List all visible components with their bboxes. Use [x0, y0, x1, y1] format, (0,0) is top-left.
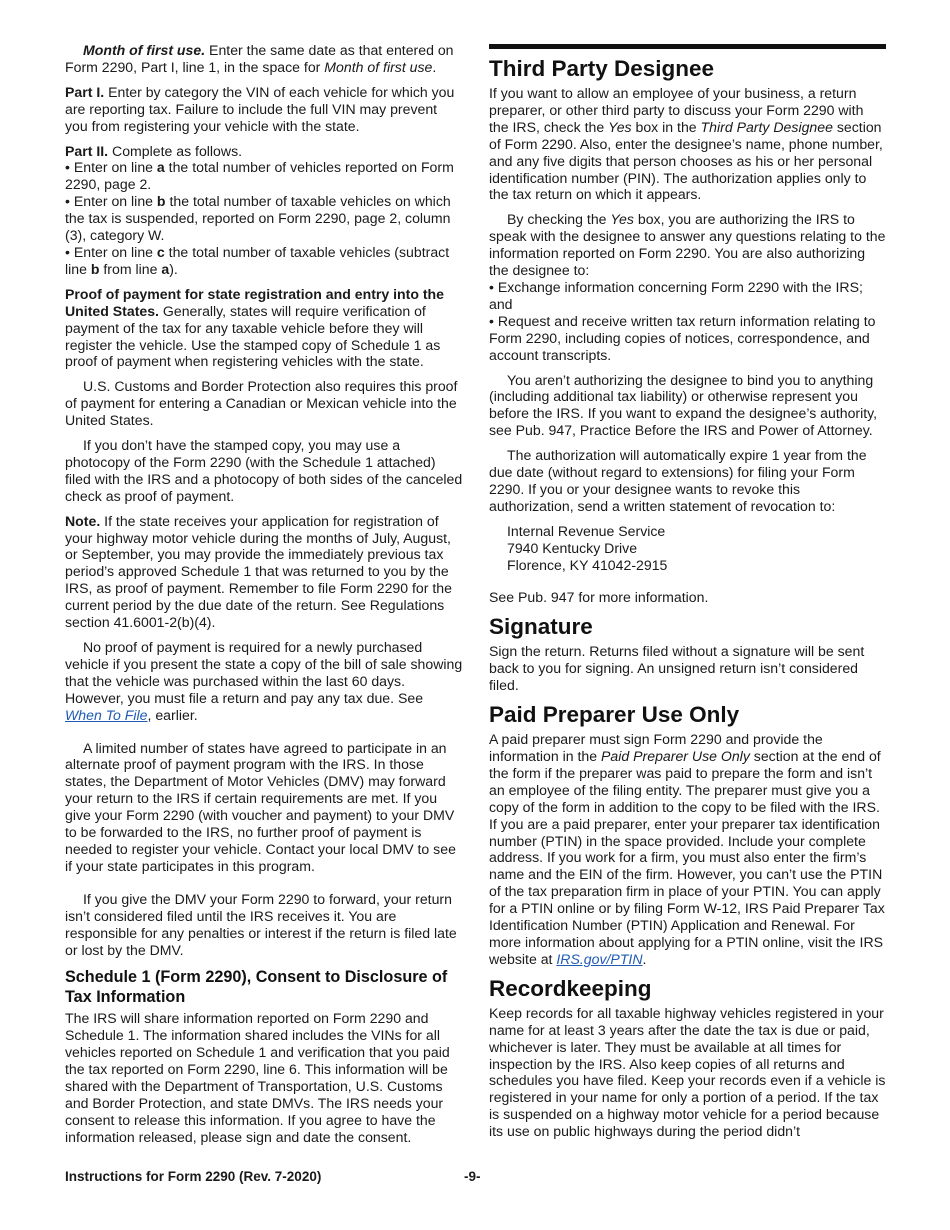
- part1-paragraph: Part I. Enter by category the VIN of each vehicle for which you are reporting tax. Failure to include the full VIN may prevent you from registering your vehicle with the state.: [65, 83, 455, 134]
- signature-paragraph: Sign the return. Returns filed without a signature will be sent back to you for signing. An unsigned return isn’t considered filed.: [489, 643, 865, 694]
- limited-states-paragraph: A limited number of states have agreed to participate in an alternate proof of payment program with the IRS. In those states, the Department of Motor Vehicles (DMV) may forward your return to the IRS if certain requirements are met. If you give your Form 2290 (with voucher and payment) to your DMV to be forwarded to the IRS, no further proof of payment is needed to register your vehicle. Contact your local DMV to see if your state participates in this program.: [65, 739, 456, 874]
- recordkeeping-heading: Recordkeeping: [489, 975, 652, 1001]
- paid-preparer-heading: Paid Preparer Use Only: [489, 702, 740, 728]
- tpd-paragraph-3: You aren’t authorizing the designee to bind you to anything (including additional tax liability) or otherwise represent you before the IRS. If you want to expand the designee’s authority, see Pub. 947, Practice Before the IRS and Power of Attorney.: [489, 371, 878, 439]
- no-proof-paragraph: No proof of payment is required for a newly purchased vehicle if you present the state a copy of the bill of sale showing that the vehicle was purchased within the last 60 days. However, you must file a return and pay any tax due. See When To File, earlier.: [65, 639, 463, 723]
- third-party-designee-heading: Third Party Designee: [489, 56, 715, 81]
- section-rule: [489, 44, 886, 49]
- right-column: [489, 42, 886, 1148]
- schedule1-heading: Schedule 1 (Form 2290), Consent to Disclosure of Tax Information: [65, 968, 448, 1006]
- tpd-paragraph-4: The authorization will automatically expire 1 year from the due date (without regard to extensions) for filing your Form 2290. If you or your designee wants to revoke this authorization, send a written statement of revocation to:: [489, 447, 867, 514]
- when-to-file-link[interactable]: When To File: [65, 706, 148, 723]
- schedule1-paragraph: The IRS will share information reported on Form 2290 and Schedule 1. The information shared includes the VINs for all vehicles reported on Schedule 1 and verification that you paid the tax reported on Form 2290, line 6. This information will be shared with the Department of Transportation, U.S. Customs and Border Protection, and state DMVs. The IRS needs your consent to release this information. If you agree to have the information released, please sign and date the consent.: [65, 1010, 450, 1145]
- customs-paragraph: U.S. Customs and Border Protection also requires this proof of payment for entering a Canadian or Mexican vehicle into the United States.: [65, 378, 458, 429]
- tpd-paragraph-2: By checking the Yes box, you are authorizing the IRS to speak with the designee to answer any questions relating to the information reported on Form 2290. You are also authorizing the designee to:: [489, 211, 886, 279]
- tpd-paragraph-1: If you want to allow an employee of your business, a return preparer, or other third party to discuss your Form 2290 with the IRS, check the Yes box in the Third Party Designee section of Form 2290. Also, enter the designee’s name, phone number, and any five digits that person chooses as his or her personal identification number (PIN). The authorization applies only to the tax return on which it appears.: [489, 85, 883, 203]
- tpd-bullet-1: • Exchange information concerning Form 2290 with the IRS; and: [489, 278, 863, 312]
- irs-address: Internal Revenue Service 7940 Kentucky Drive Florence, KY 41042-2915: [507, 522, 668, 573]
- left-column: [65, 42, 463, 1154]
- part2-bullet-c: • Enter on line c the total number of taxable vehicles (subtract line b from line a).: [65, 243, 450, 277]
- month-first-use-paragraph: Month of first use. Enter the same date as that entered on Form 2290, Part I, line 1, in the space for Month of first use.: [65, 42, 454, 75]
- tpd-bullet-2: • Request and receive written tax return information relating to Form 2290, including copies of notices, correspondence, and account transcripts.: [489, 312, 876, 363]
- part2-paragraph: Part II. Complete as follows.: [65, 142, 243, 159]
- part2-bullet-b: • Enter on line b the total number of taxable vehicles on which the tax is suspended, reported on Form 2290, page 2, column (3), category W.: [65, 193, 451, 244]
- irs-ptin-link[interactable]: IRS.gov/PTIN: [556, 950, 643, 967]
- photocopy-paragraph: If you don’t have the stamped copy, you may use a photocopy of the Form 2290 (with the Schedule 1 attached) filed with the IRS and a photocopy of both sides of the canceled check as proof of payment.: [65, 437, 463, 504]
- part2-bullet-a: • Enter on line a the total number of vehicles reported on Form 2290, page 2.: [65, 159, 454, 193]
- signature-heading: Signature: [489, 614, 593, 640]
- proof-of-payment-paragraph: Proof of payment for state registration and entry into the United States. Generally, states will require verification of payment of the tax for any taxable vehicle before they will register the vehicle. Use the stamped copy of Schedule 1 as proof of payment when registering vehicles with the state.: [65, 285, 445, 370]
- recordkeeping-paragraph: Keep records for all taxable highway vehicles registered in your name for at least 3 years after the date the tax is due or paid, whichever is later. They must be available at all times for inspection by the IRS. Also keep copies of all returns and schedules you have filed. Keep your records even if a vehicle is registered in your name for only a portion of a period. If the tax is suspended on a highway motor vehicle for a period because its use on public highways during the period didn’t: [489, 1004, 886, 1140]
- paid-preparer-paragraph: A paid preparer must sign Form 2290 and provide the information in the Paid Preparer Use Only section at the end of the form if the preparer was paid to prepare the form and isn’t an employee of the filing entity. The preparer must give you a copy of the form in addition to the copy to be filed with the IRS. If you are a paid preparer, enter your preparer tax identification number (PTIN) in the space provided. Include your complete address. If you work for a firm, you must also enter the firm’s name and the EIN of the firm. However, you can’t use the PTIN of the tax preparation firm in place of your PTIN. You can apply for a PTIN online or by filing Form W-12, IRS Paid Preparer Tax Identification Number (PTIN) Application and Renewal. For more information about applying for a PTIN online, visit the IRS website at IRS.gov/PTIN.: [489, 731, 885, 967]
- footer-title: Instructions for Form 2290 (Rev. 7-2020): [65, 1169, 322, 1184]
- note-paragraph: Note. If the state receives your application for registration of your highway motor vehicle during the months of July, August, or September, you may provide the immediately previous tax period’s approved Schedule 1 that was returned to you by the IRS, as proof of payment. Remember to file Form 2290 for the current period by the due date of the return. See Regulations section 41.6001-2(b)(4).: [65, 512, 452, 631]
- page-number: -9-: [464, 1169, 481, 1184]
- see-pub-paragraph: See Pub. 947 for more information.: [489, 589, 709, 606]
- dmv-paragraph: If you give the DMV your Form 2290 to forward, your return isn’t considered filed until the IRS receives it. You are responsible for any penalties or interest if the return is filed late or lost by the DMV.: [65, 890, 457, 958]
